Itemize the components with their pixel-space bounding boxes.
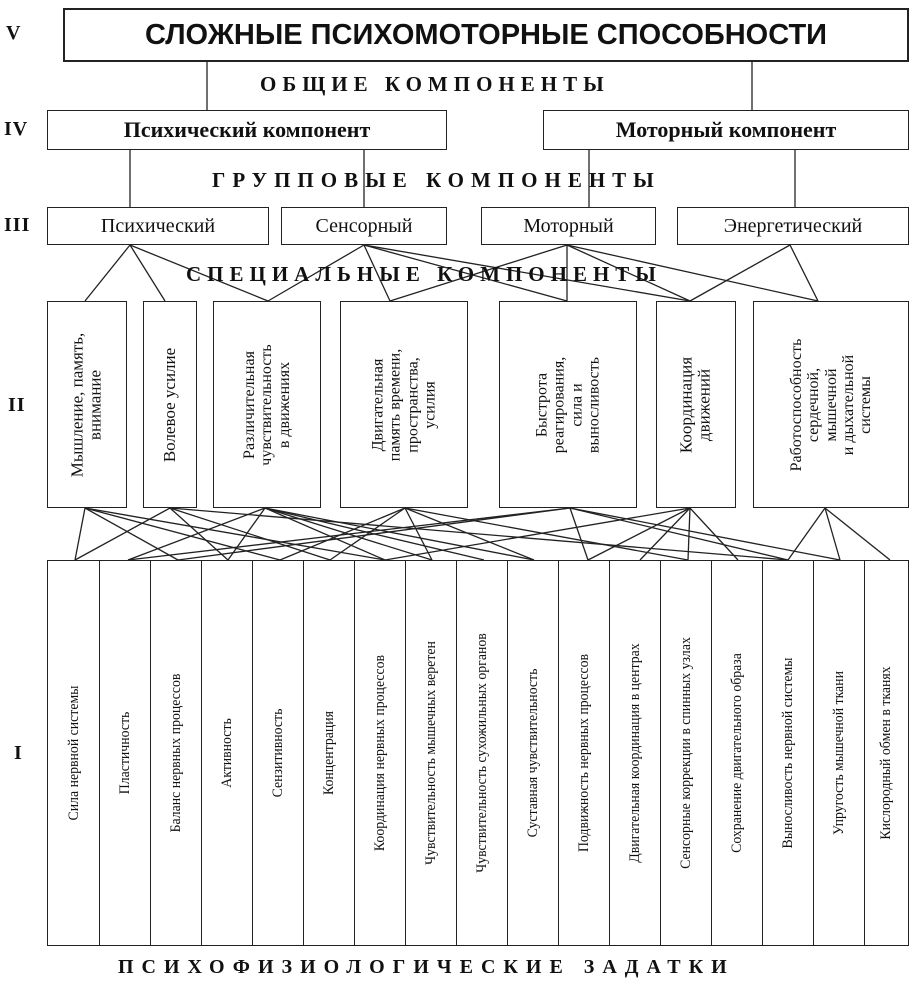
level-ii-marker: II bbox=[8, 394, 26, 416]
link-ii bbox=[788, 508, 825, 560]
special-discrimination-label: Различительная чувствительность в движениях bbox=[241, 343, 293, 466]
link-ii bbox=[75, 508, 85, 560]
link-ii bbox=[570, 508, 840, 560]
inclinations-table bbox=[47, 560, 909, 946]
link-ii bbox=[75, 508, 170, 560]
group-motor-label: Моторный bbox=[523, 214, 614, 237]
special-thinking-label: Мышление, память, внимание bbox=[67, 332, 105, 477]
inclination-cell: Сила нервной системы bbox=[48, 561, 100, 945]
group-energy bbox=[677, 207, 909, 245]
special-speed-strength-label: Быстрота реагирования, сила и выносливость bbox=[533, 356, 603, 453]
complex-abilities-box bbox=[63, 8, 909, 62]
inclination-cell: Координация нервных процессов bbox=[355, 561, 406, 945]
general-psychic-label: Психический компонент bbox=[123, 117, 371, 142]
level-i-marker: I bbox=[14, 742, 23, 764]
inclination-cell: Упругость мышечной ткани bbox=[814, 561, 865, 945]
special-speed-strength bbox=[499, 301, 637, 508]
inclination-cell: Сензитивность bbox=[253, 561, 304, 945]
special-work-capacity-label: Работоспособность сердечной, мышечной и дыхательной системы bbox=[787, 338, 874, 471]
link-iii bbox=[790, 245, 818, 301]
inclination-cell: Выносливость нервной системы bbox=[763, 561, 814, 945]
inclination-cell: Баланс нервных процессов bbox=[151, 561, 202, 945]
link-iii bbox=[130, 245, 165, 301]
link-ii bbox=[825, 508, 840, 560]
special-will bbox=[143, 301, 197, 508]
link-ii bbox=[825, 508, 890, 560]
special-coordination-label: Координация движений bbox=[676, 356, 714, 453]
special-coordination bbox=[656, 301, 736, 508]
group-sensory bbox=[281, 207, 447, 245]
diagram-title: СЛОЖНЫЕ ПСИХОМОТОРНЫЕ СПОСОБНОСТИ bbox=[144, 18, 828, 51]
link-iii bbox=[85, 245, 130, 301]
inclination-cell: Чувствительность мышечных веретен bbox=[406, 561, 457, 945]
inclination-cell: Сенсорные коррекции в спинных узлах bbox=[661, 561, 712, 945]
special-thinking bbox=[47, 301, 127, 508]
level-iv-marker: IV bbox=[4, 118, 29, 140]
inclination-cell: Подвижность нервных процессов bbox=[559, 561, 610, 945]
special-discrimination bbox=[213, 301, 321, 508]
inclinations-label: ПСИХОФИЗИОЛОГИЧЕСКИЕ ЗАДАТКИ bbox=[118, 956, 735, 978]
general-components-label: ОБЩИЕ КОМПОНЕНТЫ bbox=[260, 72, 610, 96]
general-motor-component bbox=[543, 110, 909, 150]
group-psychic-label: Психический bbox=[100, 214, 216, 237]
inclination-cell: Сохранение двигательного образа bbox=[712, 561, 763, 945]
level-iii-marker: III bbox=[4, 214, 31, 236]
link-iii bbox=[690, 245, 790, 301]
special-components-label: СПЕЦИАЛЬНЫЕ КОМПОНЕНТЫ bbox=[186, 262, 662, 286]
special-will-label: Волевое усилие bbox=[159, 347, 179, 462]
inclination-cell: Концентрация bbox=[304, 561, 355, 945]
link-ii bbox=[170, 508, 788, 560]
inclination-cell: Суставная чувствительность bbox=[508, 561, 559, 945]
special-work-capacity bbox=[753, 301, 909, 508]
general-motor-label: Моторный компонент bbox=[615, 117, 837, 142]
inclination-cell: Кислородный обмен в тканях bbox=[877, 666, 894, 840]
group-sensory-label: Сенсорный bbox=[315, 214, 413, 237]
group-energy-label: Энергетический bbox=[723, 214, 863, 237]
inclination-cell: Активность bbox=[202, 561, 253, 945]
inclination-cell: Двигательная координация в центрах bbox=[610, 561, 661, 945]
group-motor bbox=[481, 207, 656, 245]
group-components-label: ГРУППОВЫЕ КОМПОНЕНТЫ bbox=[212, 168, 661, 192]
link-ii bbox=[570, 508, 588, 560]
group-psychic bbox=[47, 207, 269, 245]
level-v-marker: V bbox=[6, 22, 22, 44]
special-motor-memory bbox=[340, 301, 468, 508]
inclination-cell: Чувствительность сухожильных органов bbox=[457, 561, 508, 945]
general-psychic-component bbox=[47, 110, 447, 150]
special-motor-memory-label: Двигательная память времени, пространства, усилия bbox=[369, 348, 439, 461]
inclination-cell: Пластичность bbox=[100, 561, 151, 945]
